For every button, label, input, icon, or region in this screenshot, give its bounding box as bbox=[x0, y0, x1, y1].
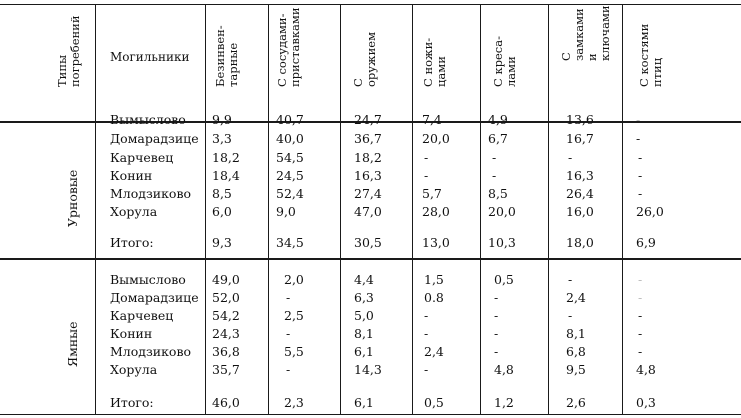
cell-value: 3,3 bbox=[212, 131, 232, 146]
header-col-cell bbox=[484, 4, 546, 121]
cell-value: - bbox=[494, 326, 499, 341]
row-site: Конин bbox=[110, 168, 153, 183]
cell-value: 14,3 bbox=[354, 362, 382, 377]
header-col-label: С сосудами- приставками bbox=[275, 7, 302, 87]
cell-value: 5,5 bbox=[284, 344, 304, 359]
cell-value: 6,7 bbox=[488, 131, 508, 146]
cell-value: 4,8 bbox=[494, 362, 514, 377]
row-site: Хорула bbox=[110, 362, 158, 377]
row-site: Млодзиково bbox=[110, 186, 192, 201]
cell-value: - bbox=[286, 362, 291, 377]
cell-value: - bbox=[568, 272, 573, 287]
header-col-label: Безинвен- тарные bbox=[213, 25, 240, 87]
total-value: 9,3 bbox=[212, 235, 232, 250]
header-col-cell bbox=[416, 4, 478, 121]
total-value: 46,0 bbox=[212, 395, 240, 410]
cell-value: - bbox=[494, 344, 499, 359]
cell-value: 8,1 bbox=[354, 326, 374, 341]
cell-value: - bbox=[494, 290, 499, 305]
cell-value: - bbox=[638, 186, 643, 201]
header-sites-label: Могильники bbox=[110, 50, 190, 64]
cell-value: 13,6 bbox=[566, 112, 594, 127]
header-col-cell bbox=[272, 4, 338, 121]
cell-value: 16,3 bbox=[566, 168, 594, 183]
cell-value: 36,7 bbox=[354, 131, 382, 146]
cell-value: 27,4 bbox=[354, 186, 382, 201]
cell-value: 54,5 bbox=[276, 150, 304, 165]
cell-value: - bbox=[424, 362, 429, 377]
cell-value: 20,0 bbox=[488, 204, 516, 219]
cell-value: - bbox=[424, 308, 429, 323]
cell-value: 35,7 bbox=[212, 362, 240, 377]
cell-value: - bbox=[492, 168, 497, 183]
cell-value: - bbox=[286, 290, 291, 305]
cell-value: 6,1 bbox=[354, 344, 374, 359]
cell-value: - bbox=[638, 272, 643, 287]
total-value: 0,3 bbox=[636, 395, 656, 410]
row-site: Домарадзице bbox=[110, 131, 199, 146]
cell-value: 16,3 bbox=[354, 168, 382, 183]
cell-value: 6,3 bbox=[354, 290, 374, 305]
cell-value: 24,7 bbox=[354, 112, 382, 127]
header-col-cell bbox=[626, 4, 736, 121]
header-types-label: Типы погребений bbox=[55, 15, 82, 87]
cell-value: 2,5 bbox=[284, 308, 304, 323]
header-col-label: С костями птиц bbox=[637, 23, 664, 87]
total-value: 1,2 bbox=[494, 395, 514, 410]
cell-value: 47,0 bbox=[354, 204, 382, 219]
col-rule bbox=[95, 4, 96, 415]
cell-value: - bbox=[424, 326, 429, 341]
cell-value: - bbox=[638, 344, 643, 359]
cell-value: 24,3 bbox=[212, 326, 240, 341]
cell-value: 26,4 bbox=[566, 186, 594, 201]
cell-value: - bbox=[286, 326, 291, 341]
cell-value: 18,2 bbox=[354, 150, 382, 165]
row-site: Млодзиково bbox=[110, 344, 192, 359]
cell-value: - bbox=[424, 168, 429, 183]
header-col-label: С ножи- цами bbox=[421, 37, 448, 87]
table-bottom-rule bbox=[0, 414, 741, 415]
total-value: 2,6 bbox=[566, 395, 586, 410]
col-rule bbox=[412, 4, 413, 415]
header-col-label: С оружием bbox=[351, 31, 378, 87]
group-label: Урновые bbox=[65, 169, 80, 227]
cell-value: 6,0 bbox=[212, 204, 232, 219]
row-site: Вымыслово bbox=[110, 272, 186, 287]
cell-value: 2,4 bbox=[424, 344, 444, 359]
total-value: 10,3 bbox=[488, 235, 516, 250]
total-value: 6,1 bbox=[354, 395, 374, 410]
cell-value: 5,0 bbox=[354, 308, 374, 323]
col-rule bbox=[205, 4, 206, 415]
cell-value: 8,5 bbox=[488, 186, 508, 201]
total-label: Итого: bbox=[110, 235, 154, 250]
group-divider-rule bbox=[0, 258, 741, 260]
header-col-cell bbox=[210, 4, 266, 121]
cell-value: 36,8 bbox=[212, 344, 240, 359]
cell-value: 52,0 bbox=[212, 290, 240, 305]
cell-value: - bbox=[638, 308, 643, 323]
total-value: 30,5 bbox=[354, 235, 382, 250]
cell-value: 0.8 bbox=[424, 290, 444, 305]
cell-value: 18,4 bbox=[212, 168, 240, 183]
total-value: 0,5 bbox=[424, 395, 444, 410]
cell-value: 52,4 bbox=[276, 186, 304, 201]
total-label: Итого: bbox=[110, 395, 154, 410]
cell-value: - bbox=[638, 150, 643, 165]
cell-value: 18,2 bbox=[212, 150, 240, 165]
total-value: 6,9 bbox=[636, 235, 656, 250]
cell-value: - bbox=[638, 290, 643, 305]
cell-value: 9,9 bbox=[212, 112, 232, 127]
cell-value: 1,5 bbox=[424, 272, 444, 287]
total-value: 18,0 bbox=[566, 235, 594, 250]
total-value: 2,3 bbox=[284, 395, 304, 410]
group-label-cell bbox=[62, 300, 92, 380]
group-label: Ямные bbox=[65, 321, 80, 367]
cell-value: - bbox=[638, 326, 643, 341]
cell-value: - bbox=[568, 150, 573, 165]
cell-value: 7,4 bbox=[422, 112, 442, 127]
cell-value: - bbox=[638, 168, 643, 183]
header-col-label: С замками и ключами bbox=[559, 5, 612, 61]
row-site: Карчевец bbox=[110, 150, 174, 165]
cell-value: - bbox=[636, 131, 641, 146]
total-value: 34,5 bbox=[276, 235, 304, 250]
cell-value: - bbox=[492, 150, 497, 165]
cell-value: 54,2 bbox=[212, 308, 240, 323]
cell-value: 16,0 bbox=[566, 204, 594, 219]
col-rule bbox=[622, 4, 623, 415]
cell-value: 40,7 bbox=[276, 112, 304, 127]
row-site: Конин bbox=[110, 326, 153, 341]
cell-value: 4,8 bbox=[636, 362, 656, 377]
header-col-label: С креса- лами bbox=[491, 36, 518, 87]
row-site: Хорула bbox=[110, 204, 158, 219]
cell-value: 2,4 bbox=[566, 290, 586, 305]
cell-value: - bbox=[636, 112, 641, 127]
cell-value: 49,0 bbox=[212, 272, 240, 287]
cell-value: 8,5 bbox=[212, 186, 232, 201]
cell-value: 24,5 bbox=[276, 168, 304, 183]
cell-value: 26,0 bbox=[636, 204, 664, 219]
col-rule bbox=[480, 4, 481, 415]
cell-value: 4,9 bbox=[488, 112, 508, 127]
cell-value: 4,4 bbox=[354, 272, 374, 287]
cell-value: - bbox=[568, 308, 573, 323]
cell-value: 16,7 bbox=[566, 131, 594, 146]
cell-value: 28,0 bbox=[422, 204, 450, 219]
cell-value: 6,8 bbox=[566, 344, 586, 359]
cell-value: - bbox=[494, 308, 499, 323]
cell-value: 20,0 bbox=[422, 131, 450, 146]
cell-value: 8,1 bbox=[566, 326, 586, 341]
group-label-cell bbox=[62, 140, 92, 240]
header-types-cell bbox=[52, 4, 92, 121]
cell-value: - bbox=[424, 150, 429, 165]
row-site: Вымыслово bbox=[110, 112, 186, 127]
total-value: 13,0 bbox=[422, 235, 450, 250]
cell-value: 0,5 bbox=[494, 272, 514, 287]
row-site: Карчевец bbox=[110, 308, 174, 323]
cell-value: 9,0 bbox=[276, 204, 296, 219]
col-rule bbox=[268, 4, 269, 415]
row-site: Домарадзице bbox=[110, 290, 199, 305]
col-rule bbox=[340, 4, 341, 415]
header-col-cell bbox=[344, 4, 410, 121]
cell-value: 5,7 bbox=[422, 186, 442, 201]
header-col-cell bbox=[552, 4, 620, 121]
cell-value: 2,0 bbox=[284, 272, 304, 287]
cell-value: 9,5 bbox=[566, 362, 586, 377]
col-rule bbox=[548, 4, 549, 415]
cell-value: 40,0 bbox=[276, 131, 304, 146]
